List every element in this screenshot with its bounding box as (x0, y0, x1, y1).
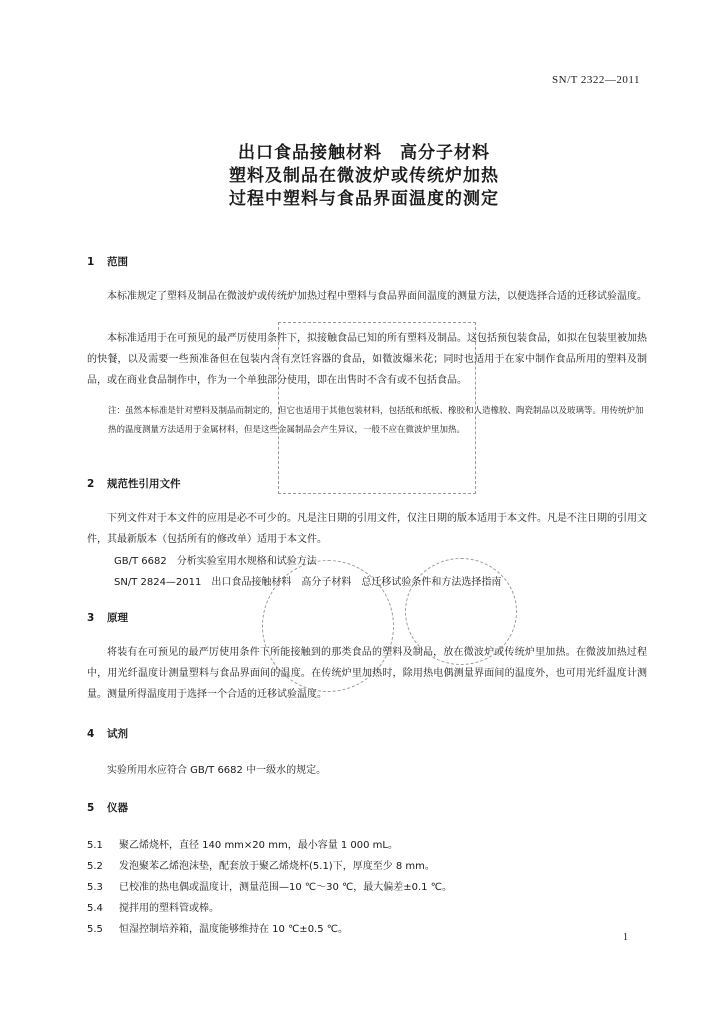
standard-code: SN/T 2322—2011 (552, 74, 640, 86)
section-3-heading: 3 原理 (87, 612, 128, 624)
title-line-3: 过程中塑料与食品界面温度的测定 (229, 189, 499, 209)
section-1-paragraph-1: 本标准规定了塑料及制品在微波炉或传统炉加热过程中塑料与食品界面间温度的测量方法，以便选择合适的迁移试验温度。 (107, 291, 647, 302)
reference-sn-t-2824: SN/T 2824—2011 出口食品接触材料 高分子材料 总迁移试验条件和方法选择指南 (114, 577, 502, 588)
instrument-item: 5.4 搅拌用的塑料管或棒。 (87, 903, 219, 914)
section-1-note: 注：虽然本标准是针对塑料及制品而制定的，但它也适用于其他包装材料，包括纸和纸板、橡胶和人造橡胶、陶瓷制品以及玻璃等。用传统炉加热的温度测量方法适用于金属材料，但是这些金属制品会产生异议，一般不应在微波炉里加热。 (108, 406, 644, 435)
instrument-item: 5.1 聚乙烯烧杯，直径 140 mm×20 mm，最小容量 1 000 mL。 (87, 840, 398, 851)
section-5-heading: 5 仪器 (87, 802, 128, 814)
instrument-item: 5.3 已校准的热电偶或温度计，测量范围—10 ℃～30 ℃，最大偏差±0.1 ℃。 (87, 882, 452, 893)
section-3-paragraph-1: 将装有在可预见的最严厉使用条件下所能接触到的那类食品的塑料及制品，放在微波炉或传统炉里加热。在微波加热过程中，用光纤温度计测量塑料与食品界面间的温度。在传统炉里加热时，除用热电偶测量界面间的温度外，也可用光纤温度计测量。测量所得温度用于选择一个合适的迁移试验温度。 (87, 647, 647, 700)
section-1-heading: 1 范围 (87, 256, 128, 268)
instrument-item: 5.2 发泡聚苯乙烯泡沫垫，配套放于聚乙烯烧杯(5.1)下，厚度至少 8 mm。 (87, 861, 435, 872)
reference-gb-t-6682: GB/T 6682 分析实验室用水规格和试验方法 (114, 556, 317, 567)
page-number: 1 (623, 932, 628, 943)
instrument-item: 5.5 恒湿控制培养箱，温度能够维持在 10 ℃±0.5 ℃。 (87, 924, 349, 935)
section-1-paragraph-2: 本标准适用于在可预见的最严厉使用条件下，拟接触食品已知的所有塑料及制品。这包括预包装食品，如拟在包装里被加热的快餐，以及需要一些预准备但在包装内含有烹饪容器的食品，如微波爆米花；同时也适用于在家中制作食品所用的塑料及制品，或在商业食品制作中，作为一个单独部分使用，即在出售时不含有或不包括食品。 (87, 333, 647, 386)
title-line-2: 塑料及制品在微波炉或传统炉加热 (229, 166, 499, 186)
section-2-paragraph-1: 下列文件对于本文件的应用是必不可少的。凡是注日期的引用文件，仅注日期的版本适用于本文件。凡是不注日期的引用文件，其最新版本（包括所有的修改单）适用于本文件。 (87, 513, 647, 545)
section-4-paragraph-1: 实验所用水应符合 GB/T 6682 中一级水的规定。 (107, 765, 327, 776)
section-2-heading: 2 规范性引用文件 (87, 478, 181, 490)
document-title (0, 142, 728, 211)
title-line-1: 出口食品接触材料 高分子材料 (238, 143, 490, 163)
section-4-heading: 4 试剂 (87, 728, 128, 740)
